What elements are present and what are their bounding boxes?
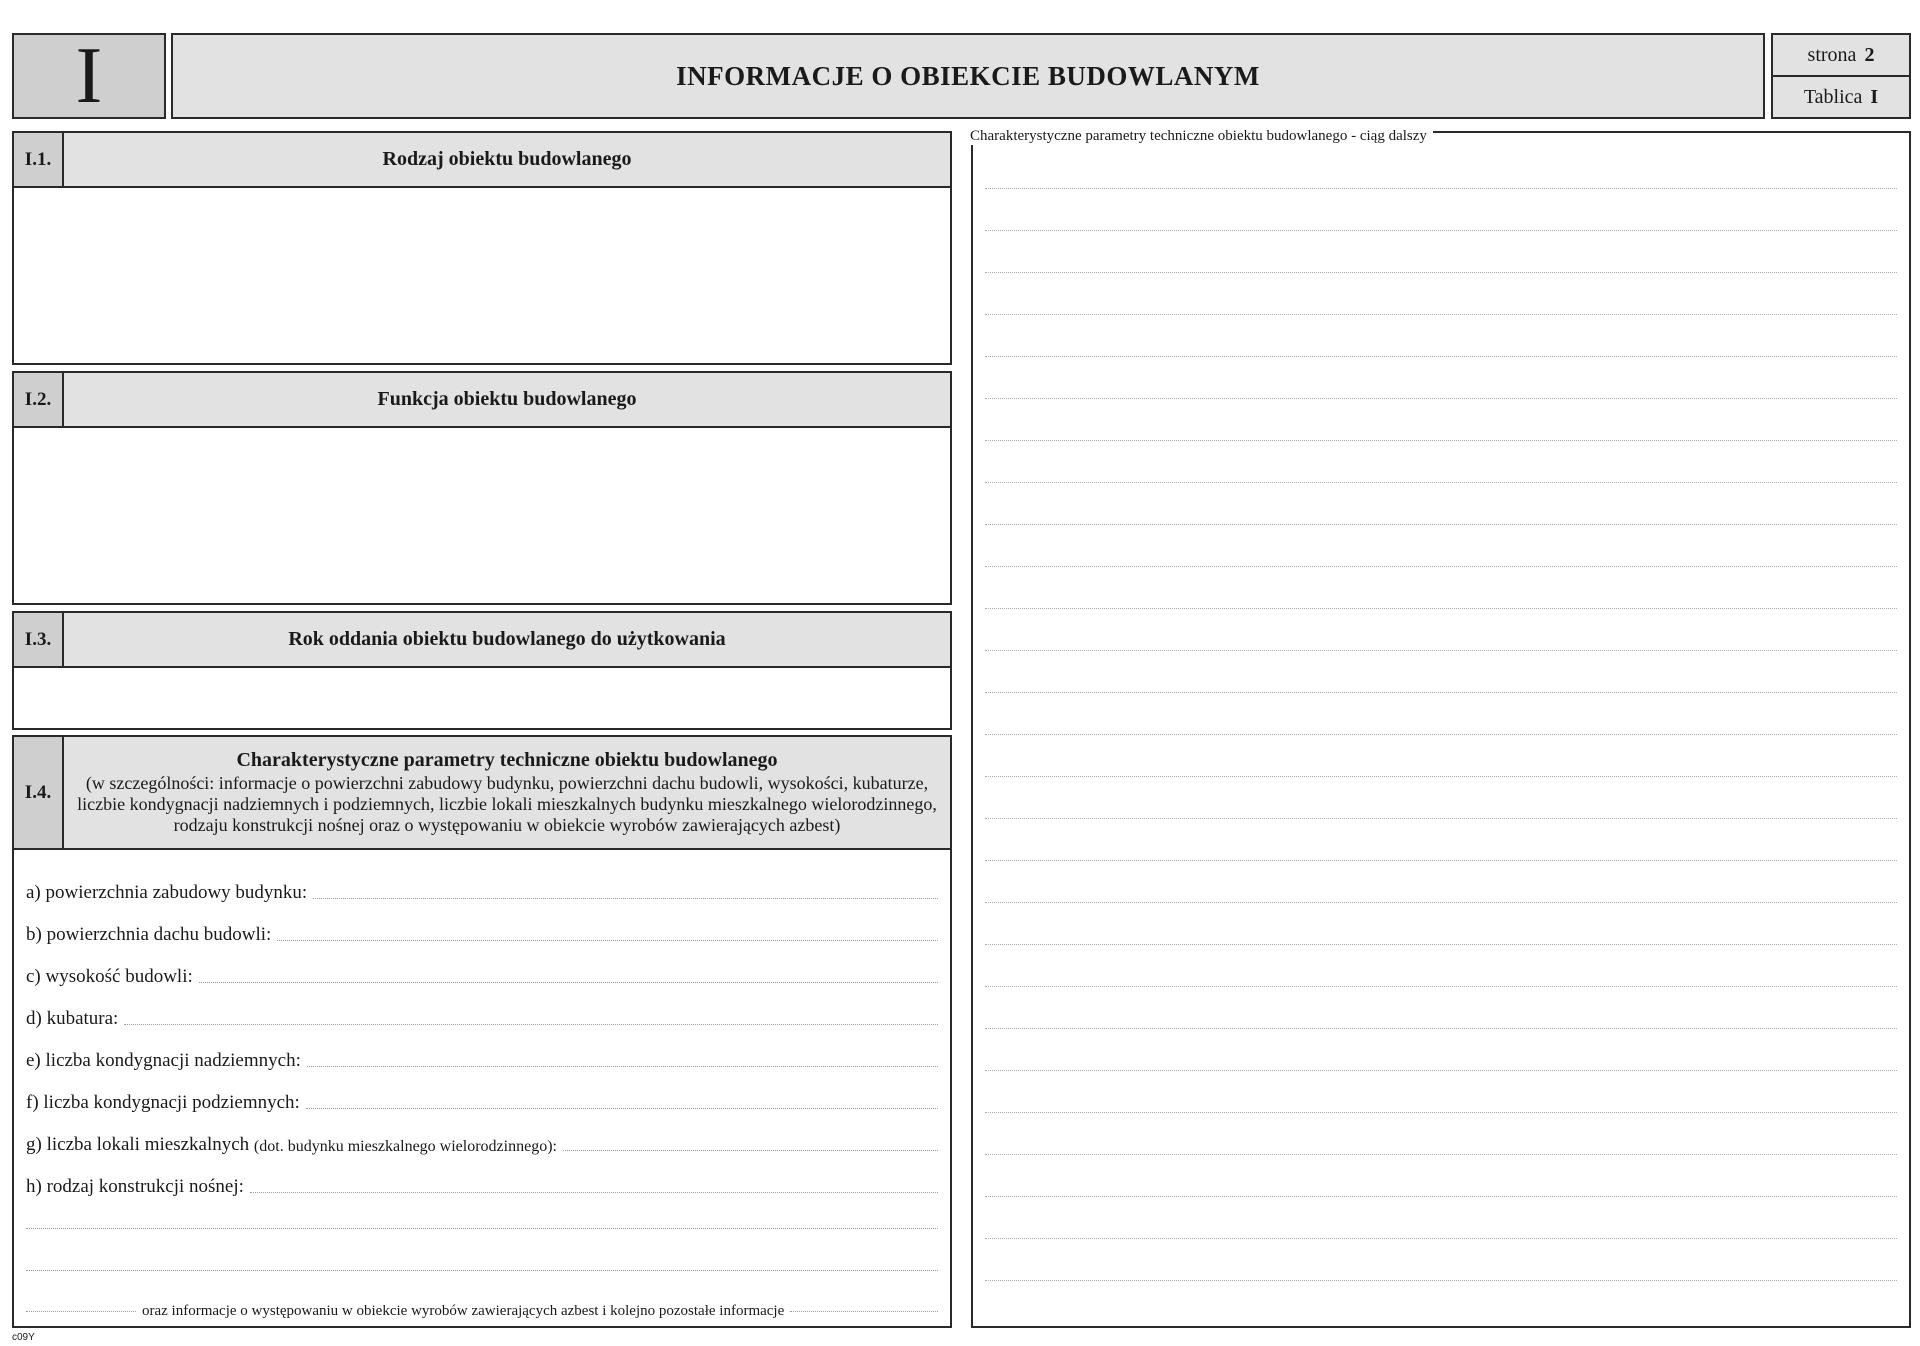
dotted-input-line[interactable]: [26, 1228, 938, 1229]
section-number: I.1.: [14, 133, 64, 186]
table-id-cell: [1773, 75, 1909, 117]
field-label: a) powierzchnia zabudowy budynku:: [26, 882, 308, 903]
dotted-input-line[interactable]: [563, 1150, 938, 1151]
section-i1-header: [12, 131, 952, 188]
dotted-input-line[interactable]: [985, 1070, 1897, 1071]
dotted-input-line[interactable]: [985, 230, 1897, 231]
dotted-input-line[interactable]: [124, 1024, 938, 1025]
dotted-input-line[interactable]: [985, 272, 1897, 273]
section-title: Funkcja obiektu budowlanego: [377, 388, 637, 410]
building-type-field[interactable]: [12, 188, 952, 365]
field-label: d) kubatura:: [26, 1008, 119, 1029]
page-label: strona: [1807, 43, 1857, 66]
dotted-input-line[interactable]: [306, 1108, 938, 1109]
dotted-input-line[interactable]: [985, 986, 1897, 987]
form-code: c09Y: [12, 1332, 35, 1343]
section-i2-header: [12, 371, 952, 428]
field-floors-above-ground[interactable]: [26, 1042, 938, 1072]
field-cubature[interactable]: [26, 1000, 938, 1030]
dotted-input-line[interactable]: [985, 1154, 1897, 1155]
section-subtitle: (w szczególności: informacje o powierzchni zabudowy budynku, powierzchni dachu budowli, wysokości, kubaturze, liczbie kondygnacji nadziemnych i podziemnych, liczbie lokali mieszkalnych budynku mieszkalnego wielorodzinnego, rodzaju konstrukcji nośnej oraz o występowaniu w obiekcie wyrobów zawierających azbest): [77, 772, 937, 835]
field-note: (dot. budynku mieszkalnego wielorodzinnego):: [253, 1138, 557, 1155]
dotted-input-line[interactable]: [26, 1311, 136, 1312]
field-label: b) powierzchnia dachu budowli:: [26, 924, 272, 945]
commissioning-year-field[interactable]: [12, 668, 952, 730]
dotted-input-line[interactable]: [985, 566, 1897, 567]
section-title: Rodzaj obiektu budowlanego: [382, 148, 632, 170]
dotted-input-line[interactable]: [985, 1280, 1897, 1281]
dotted-input-line[interactable]: [985, 524, 1897, 525]
dotted-input-line[interactable]: [307, 1066, 938, 1067]
table-label: Tablica: [1803, 85, 1863, 108]
dotted-input-line[interactable]: [277, 940, 938, 941]
continuation-panel-label: Charakterystyczne parametry techniczne obiektu budowlanego - ciąg dalszy: [968, 128, 1433, 145]
dotted-input-line[interactable]: [985, 188, 1897, 189]
dotted-input-line[interactable]: [985, 608, 1897, 609]
dotted-input-line[interactable]: [985, 440, 1897, 441]
field-load-bearing-structure[interactable]: [26, 1168, 938, 1198]
section-number: I.3.: [14, 613, 64, 666]
dotted-input-line[interactable]: [985, 944, 1897, 945]
field-label: h) rodzaj konstrukcji nośnej:: [26, 1176, 244, 1197]
field-height[interactable]: [26, 958, 938, 988]
dotted-input-line[interactable]: [985, 650, 1897, 651]
field-floors-underground[interactable]: [26, 1084, 938, 1114]
technical-parameters-body: [12, 850, 952, 1328]
dotted-input-line[interactable]: [985, 356, 1897, 357]
field-label: f) liczba kondygnacji podziemnych:: [26, 1092, 300, 1113]
section-i3-header: [12, 611, 952, 668]
dotted-input-line[interactable]: [790, 1311, 938, 1312]
field-built-up-area[interactable]: [26, 874, 938, 904]
dotted-input-line[interactable]: [985, 692, 1897, 693]
section-title: [64, 737, 950, 848]
table-id: I: [1870, 85, 1879, 108]
page-number: 2: [1864, 43, 1875, 66]
section-title: Rok oddania obiektu budowlanego do użytkowania: [288, 628, 726, 650]
dotted-input-line[interactable]: [985, 1238, 1897, 1239]
dotted-input-line[interactable]: [985, 314, 1897, 315]
section-title-main: Charakterystyczne parametry techniczne obiektu budowlanego: [236, 748, 778, 771]
section-number: I.2.: [14, 373, 64, 426]
field-residential-units[interactable]: [26, 1126, 938, 1156]
dotted-input-line[interactable]: [985, 482, 1897, 483]
dotted-input-line[interactable]: [985, 860, 1897, 861]
section-i4-header: [12, 735, 952, 850]
building-function-field[interactable]: [12, 428, 952, 605]
dotted-input-line[interactable]: [250, 1192, 938, 1193]
asbestos-note-text: oraz informacje o występowaniu w obiekcie wyrobów zawierających azbest i kolejno pozostałe informacje: [142, 1303, 785, 1319]
page-info-box: [1771, 33, 1911, 119]
dotted-input-line[interactable]: [199, 982, 938, 983]
asbestos-note-line: [26, 1303, 938, 1320]
section-roman-numeral: I: [12, 33, 166, 119]
dotted-input-line[interactable]: [985, 1028, 1897, 1029]
dotted-input-line[interactable]: [985, 398, 1897, 399]
dotted-input-line[interactable]: [985, 1196, 1897, 1197]
dotted-input-line[interactable]: [313, 898, 938, 899]
field-label: e) liczba kondygnacji nadziemnych:: [26, 1050, 301, 1071]
continuation-panel: [971, 131, 1911, 1328]
page-title: INFORMACJE O OBIEKCIE BUDOWLANYM: [171, 33, 1765, 119]
field-label: c) wysokość budowli:: [26, 966, 193, 987]
dotted-input-line[interactable]: [985, 734, 1897, 735]
dotted-input-line[interactable]: [985, 1112, 1897, 1113]
dotted-input-line[interactable]: [985, 818, 1897, 819]
page-number-cell: [1773, 35, 1909, 75]
dotted-input-line[interactable]: [985, 902, 1897, 903]
section-number: I.4.: [14, 737, 64, 848]
dotted-input-line[interactable]: [26, 1270, 938, 1271]
dotted-input-line[interactable]: [985, 776, 1897, 777]
field-label: g) liczba lokali mieszkalnych: [26, 1134, 250, 1155]
field-roof-area[interactable]: [26, 916, 938, 946]
